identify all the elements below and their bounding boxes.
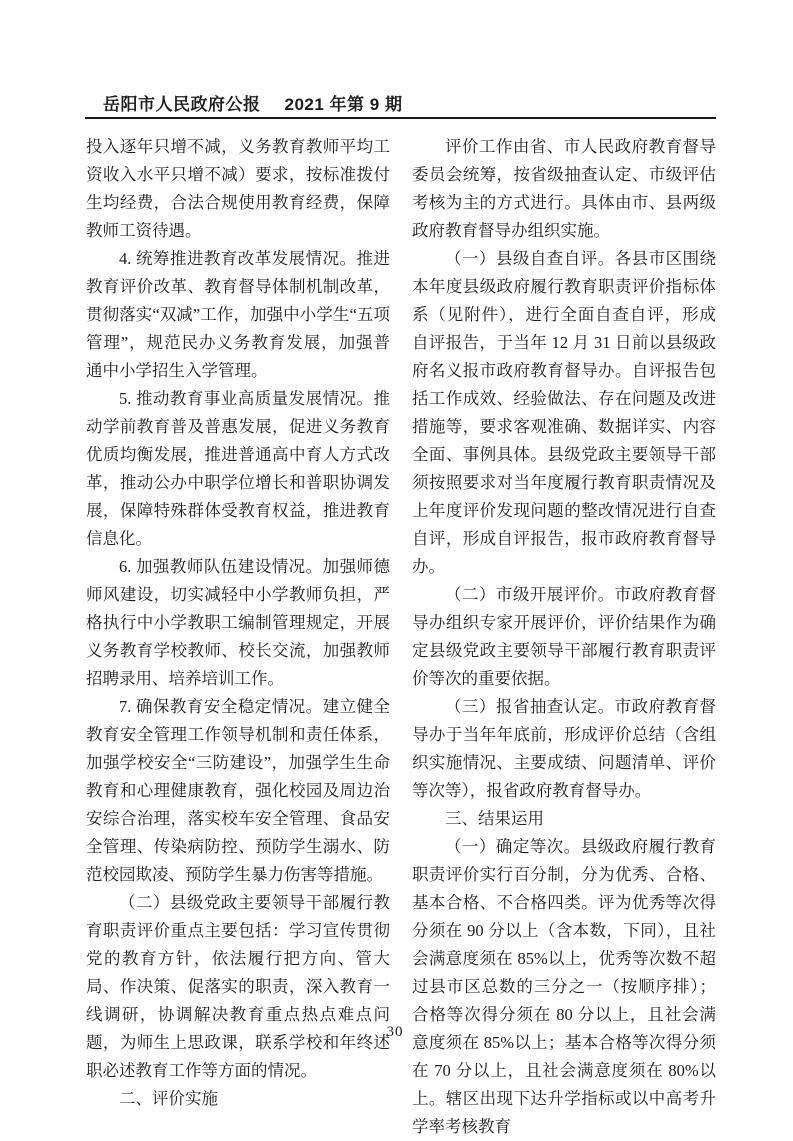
paragraph: 4. 统筹推进教育改革发展情况。推进教育评价改革、教育督导体制机制改革，贯彻落实“双减”工作，加强中小学生“五项管理”，规范民办义务教育发展，加强普通中小学招生入学管理。 bbox=[86, 249, 390, 380]
paragraph: 7. 确保教育安全稳定情况。建立健全教育安全管理工作领导机制和责任体系，加强学校安全“三防建设”，加强学生生命教育和心理健康教育，强化校园及周边治安综合治理，落实校车安全管理、食品安全管理、传染病防控、预防学生溺水、防范校园欺凌、预防学生暴力伤害等措施。 bbox=[86, 697, 390, 884]
gazette-issue: 2021 年第 9 期 bbox=[284, 95, 403, 114]
left-text-column bbox=[86, 133, 390, 1113]
paragraph: 6. 加强教师队伍建设情况。加强师德师风建设，切实减轻中小学教师负担，严格执行中小学教职工编制管理规定，开展义务教育学校教师、校长交流，加强教师招聘录用、培养培训工作。 bbox=[86, 557, 390, 688]
page-number: 30 bbox=[386, 1024, 404, 1040]
paragraph: 评价工作由省、市人民政府教育督导委员会统筹，按省级抽查认定、市级评估考核为主的方式进行。具体由市、县两级政府教育督导办组织实施。 bbox=[412, 137, 716, 240]
paragraph: （二）县级党政主要领导干部履行教育职责评价重点主要包括：学习宣传贯彻党的教育方针，依法履行把方向、管大局、作决策、促落实的职责，深入教育一线调研，协调解决教育重点热点难点问题，为师生上思政课，联系学校和年终述职必述教育工作等方面的情况。 bbox=[86, 893, 390, 1080]
paragraph: （三）报省抽查认定。市政府教育督导办于当年年底前，形成评价总结（含组织实施情况、主要成绩、问题清单、评价等次等），报省政府教育督导办。 bbox=[412, 697, 716, 800]
paragraph: 投入逐年只增不减，义务教育教师平均工资收入水平只增不减）要求，按标准拨付生均经费，合法合规使用教育经费，保障教师工资待遇。 bbox=[86, 137, 390, 240]
paragraph: 三、结果运用 bbox=[445, 809, 544, 828]
paragraph: （一）县级自查自评。各县市区围绕本年度县级政府履行教育职责评价指标体系（见附件），进行全面自查自评，形成自评报告，于当年 12 月 31 日前以县级政府名义报市政府教育督导办。自评报告包括工作成效、经验做法、存在问题及改进措施等，要求客观准确、数据详实、内容全面、事例具体。县级党政主要领导干部须按照要求对当年度履行教育职责情况及上年度评价发现问题的整改情况进行自查自评，形成自评报告，报市政府教育督导办。 bbox=[412, 249, 716, 576]
paragraph: （二）市级开展评价。市政府教育督导办组织专家开展评价，评价结果作为确定县级党政主要领导干部履行教育职责评价等次的重要依据。 bbox=[412, 585, 716, 688]
paragraph: 二、评价实施 bbox=[119, 1089, 218, 1108]
header-rule bbox=[85, 117, 716, 119]
right-text-column bbox=[412, 133, 716, 1141]
page-header bbox=[103, 90, 402, 115]
gazette-title: 岳阳市人民政府公报 bbox=[103, 95, 261, 114]
paragraph: （一）确定等次。县级政府履行教育职责评价实行百分制，分为优秀、合格、基本合格、不合格四类。评为优秀等次得分须在 90 分以上（含本数，下同），且社会满意度须在 85%以上，优秀等次数不超过县市区总数的三分之一（按顺序排）；合格等次得分须在 80 分以上，且社会满意度须在 85%以上；基本合格等次得分须在 70 分以上，且社会满意度须在 80%以上。辖区出现下达升学指标或以中高考升学率考核教育 bbox=[412, 837, 716, 1136]
paragraph: 5. 推动教育事业高质量发展情况。推动学前教育普及普惠发展，促进义务教育优质均衡发展，推进普通高中育人方式改革，推动公办中职学位增长和普职协调发展，保障特殊群体受教育权益，推进教育信息化。 bbox=[86, 389, 390, 548]
